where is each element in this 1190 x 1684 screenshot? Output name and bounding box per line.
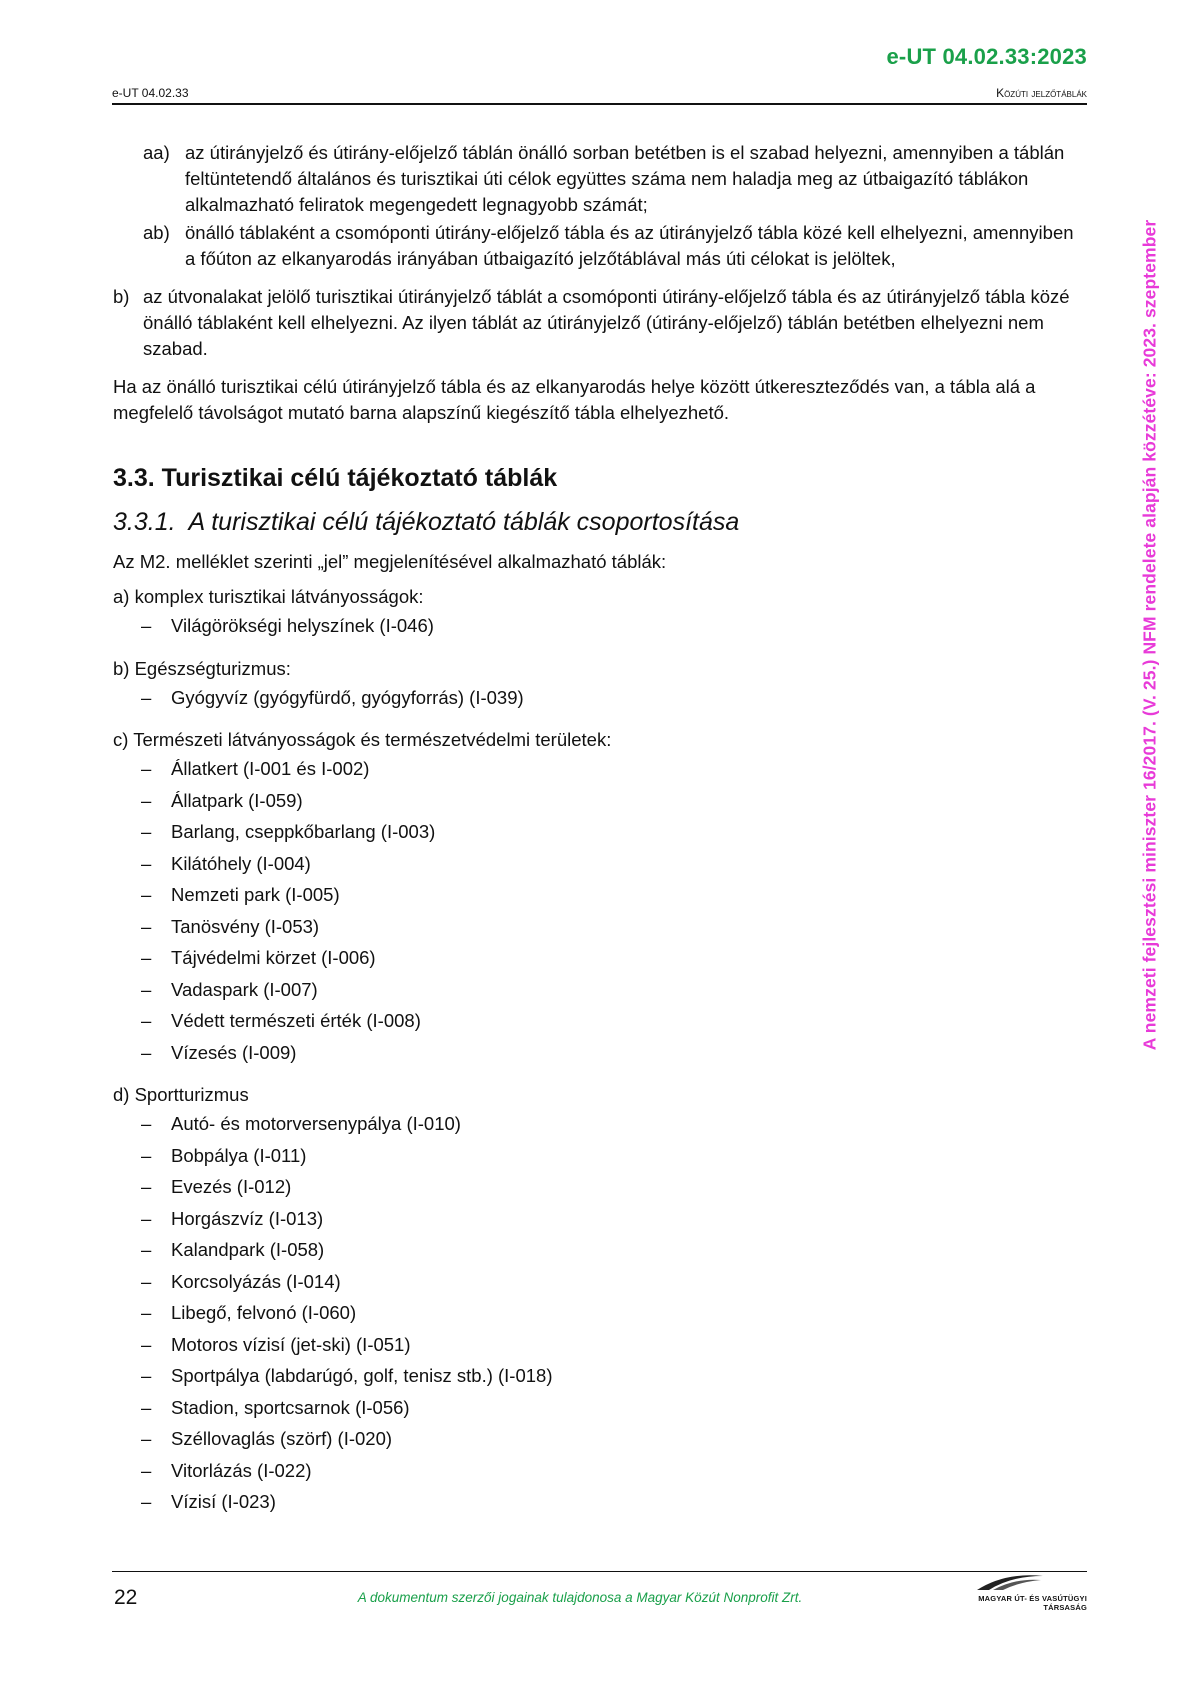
dash-bullet: – [141,1428,152,1449]
list-item-text: Állatkert (I-001 és I-002) [171,758,370,779]
list-item [113,789,1088,821]
list-item-text: Védett természeti érték (I-008) [171,1010,421,1031]
list-item-aa [113,140,1088,218]
dash-bullet: – [141,1144,152,1166]
list-item [113,1207,1088,1239]
list-item [113,1175,1088,1207]
list-item [113,1396,1088,1428]
list-item-text: Vízisí (I-023) [171,1491,276,1512]
publisher-logo [935,1570,1087,1616]
list-item [113,1427,1088,1459]
sign-list [113,757,1088,1072]
dash-bullet: – [141,1396,152,1418]
list-item-text: Vitorlázás (I-022) [171,1459,312,1481]
subsection-number: 3.3.1. [113,508,176,536]
list-item [113,915,1088,947]
list-item-text: Tanösvény (I-053) [171,915,320,937]
dash-bullet: – [141,1207,152,1229]
sign-group-label: c) Természeti látványosságok és természetvédelmi területek: [113,729,612,750]
list-item-text: Tájvédelmi körzet (I-006) [171,947,376,968]
list-item [113,686,1088,718]
list-item-text: Kilátóhely (I-004) [171,852,311,874]
list-marker: b) [113,286,130,307]
list-item-text: az útirányjelző és útirány-előjelző táblán önálló sorban betétben is el szabad helyezni, amennyiben a táblán feltüntetendő általános és turisztikai úti célok együttes száma nem haladja meg az útbaigazító táblákon alkalmazható feliratok megengedett legnagyobb számát; [185,142,1065,215]
dash-bullet: – [141,789,152,811]
list-marker: aa) [143,142,170,163]
side-publication-note-text: A nemzeti fejlesztési miniszter 16/2017. (V. 25.) NFM rendelete alapján közzétéve: 2023. szeptember [1139,219,1160,1051]
dash-bullet: – [141,1365,152,1386]
list-item [113,1041,1088,1073]
section-number: 3.3. [113,464,155,492]
page-body [113,140,1088,1522]
section-title: Turisztikai célú tájékoztató táblák [161,464,558,492]
list-item [113,1144,1088,1176]
list-item [113,946,1088,978]
list-item-text: Stadion, sportcsarnok (I-056) [171,1396,410,1418]
dash-bullet: – [141,1010,152,1031]
paragraph: Ha az önálló turisztikai célú útirányjelző tábla és az elkanyarodás helye között útkereszteződés van, a tábla alá a megfelelő távolságot mutató barna alapszínű kiegészítő tábla elhelyezhető. [113,376,1036,423]
sign-list [113,686,1088,718]
header-chapter-title: Közúti jelzőtáblák [996,86,1087,100]
list-item-text: Barlang, cseppkőbarlang (I-003) [171,821,436,842]
sign-list [113,614,1088,646]
list-item [113,978,1088,1010]
list-item-text: Világörökségi helyszínek (I-046) [171,615,434,636]
dash-bullet: – [141,1302,152,1323]
list-item-text: Kalandpark (I-058) [171,1239,325,1260]
publisher-logo-text: MAGYAR ÚT- ÉS VASÚTÜGYI TÁRSASÁG [978,1594,1087,1612]
list-item [113,1490,1088,1522]
dash-bullet: – [141,758,152,779]
document-code-stamp: e-UT 04.02.33:2023 [886,44,1087,69]
sign-group [113,585,1088,646]
list-marker: ab) [143,222,170,243]
list-item-text: Bobpálya (I-011) [171,1144,307,1166]
dash-bullet: – [141,947,152,968]
road-swoosh-icon [975,1570,1045,1592]
list-item-text: Evezés (I-012) [171,1176,292,1197]
list-item [113,852,1088,884]
dash-bullet: – [141,915,152,937]
page-number: 22 [114,1586,138,1609]
copyright-notice: A dokumentum szerzői jogainak tulajdonosa a Magyar Közút Nonprofit Zrt. [357,1590,803,1605]
dash-bullet: – [141,1491,152,1512]
dash-bullet: – [141,1176,152,1197]
list-item [113,757,1088,789]
list-item-text: Autó- és motorversenypálya (I-010) [171,1113,461,1134]
list-item-text: az útvonalakat jelölő turisztikai útirányjelző táblát a csomóponti útirány-előjelző tábla és az útirányjelző tábla közé önálló táblaként kell elhelyezni. Az ilyen táblát az útirányjelző (útirány-előjelző) táblán betétben elhelyezni nem szabad. [143,286,1070,359]
dash-bullet: – [141,884,152,905]
list-item-text: önálló táblaként a csomóponti útirány-előjelző tábla és az útirányjelző tábla közé kell elhelyezni, amennyiben a főúton az elkanyarodás irányában útbaigazító jelzőtáblával más úti célokat is jelöltek, [185,222,1074,269]
section-heading [113,462,1088,494]
dash-bullet: – [141,821,152,842]
list-item-text: Sportpálya (labdarúgó, golf, tenisz stb.) (I-018) [171,1365,553,1386]
list-item [113,1301,1088,1333]
dash-bullet: – [141,1239,152,1260]
running-header [112,84,1087,105]
sign-group [113,657,1088,718]
dash-bullet: – [141,852,152,874]
list-item-text: Széllovaglás (szörf) (I-020) [171,1428,393,1449]
list-item [113,1459,1088,1491]
list-item-ab [113,220,1088,272]
dash-bullet: – [141,1459,152,1481]
list-item-text: Állatpark (I-059) [171,789,303,811]
sign-group [113,728,1088,1072]
dash-bullet: – [141,1113,152,1134]
list-item [113,883,1088,915]
sign-group-label: b) Egészségturizmus: [113,657,291,679]
dash-bullet: – [141,686,152,708]
list-item [113,1270,1088,1302]
list-item-text: Motoros vízisí (jet-ski) (I-051) [171,1333,411,1355]
subsection-title: A turisztikai célú tájékoztató táblák csoportosítása [188,508,740,536]
dash-bullet: – [141,1333,152,1355]
list-item [113,1238,1088,1270]
list-item [113,820,1088,852]
dash-bullet: – [141,1041,152,1063]
sign-group [113,1083,1088,1522]
list-item-text: Gyógyvíz (gyógyfürdő, gyógyforrás) (I-039) [171,686,524,708]
list-item-text: Vadaspark (I-007) [171,978,318,1000]
list-item [113,1364,1088,1396]
intro-text: Az M2. melléklet szerinti „jel” megjelenítésével alkalmazható táblák: [113,551,667,572]
list-item-text: Vízesés (I-009) [171,1041,297,1063]
dash-bullet: – [141,615,152,636]
list-item-text: Korcsolyázás (I-014) [171,1270,341,1292]
list-item-text: Nemzeti park (I-005) [171,884,340,905]
list-item [113,1112,1088,1144]
list-item-b [113,284,1088,362]
sign-group-label: a) komplex turisztikai látványosságok: [113,586,424,607]
list-item [113,1009,1088,1041]
side-publication-note [1137,160,1163,1110]
dash-bullet: – [141,978,152,1000]
list-item [113,614,1088,646]
list-item [113,1333,1088,1365]
dash-bullet: – [141,1270,152,1292]
sign-list [113,1112,1088,1522]
subsection-heading [113,506,1088,538]
sign-group-list [113,585,1088,1522]
sign-group-label: d) Sportturizmus [113,1084,249,1105]
list-item-text: Libegő, felvonó (I-060) [171,1302,357,1323]
list-item-text: Horgászvíz (I-013) [171,1207,324,1229]
header-doc-code: e-UT 04.02.33 [112,86,189,100]
